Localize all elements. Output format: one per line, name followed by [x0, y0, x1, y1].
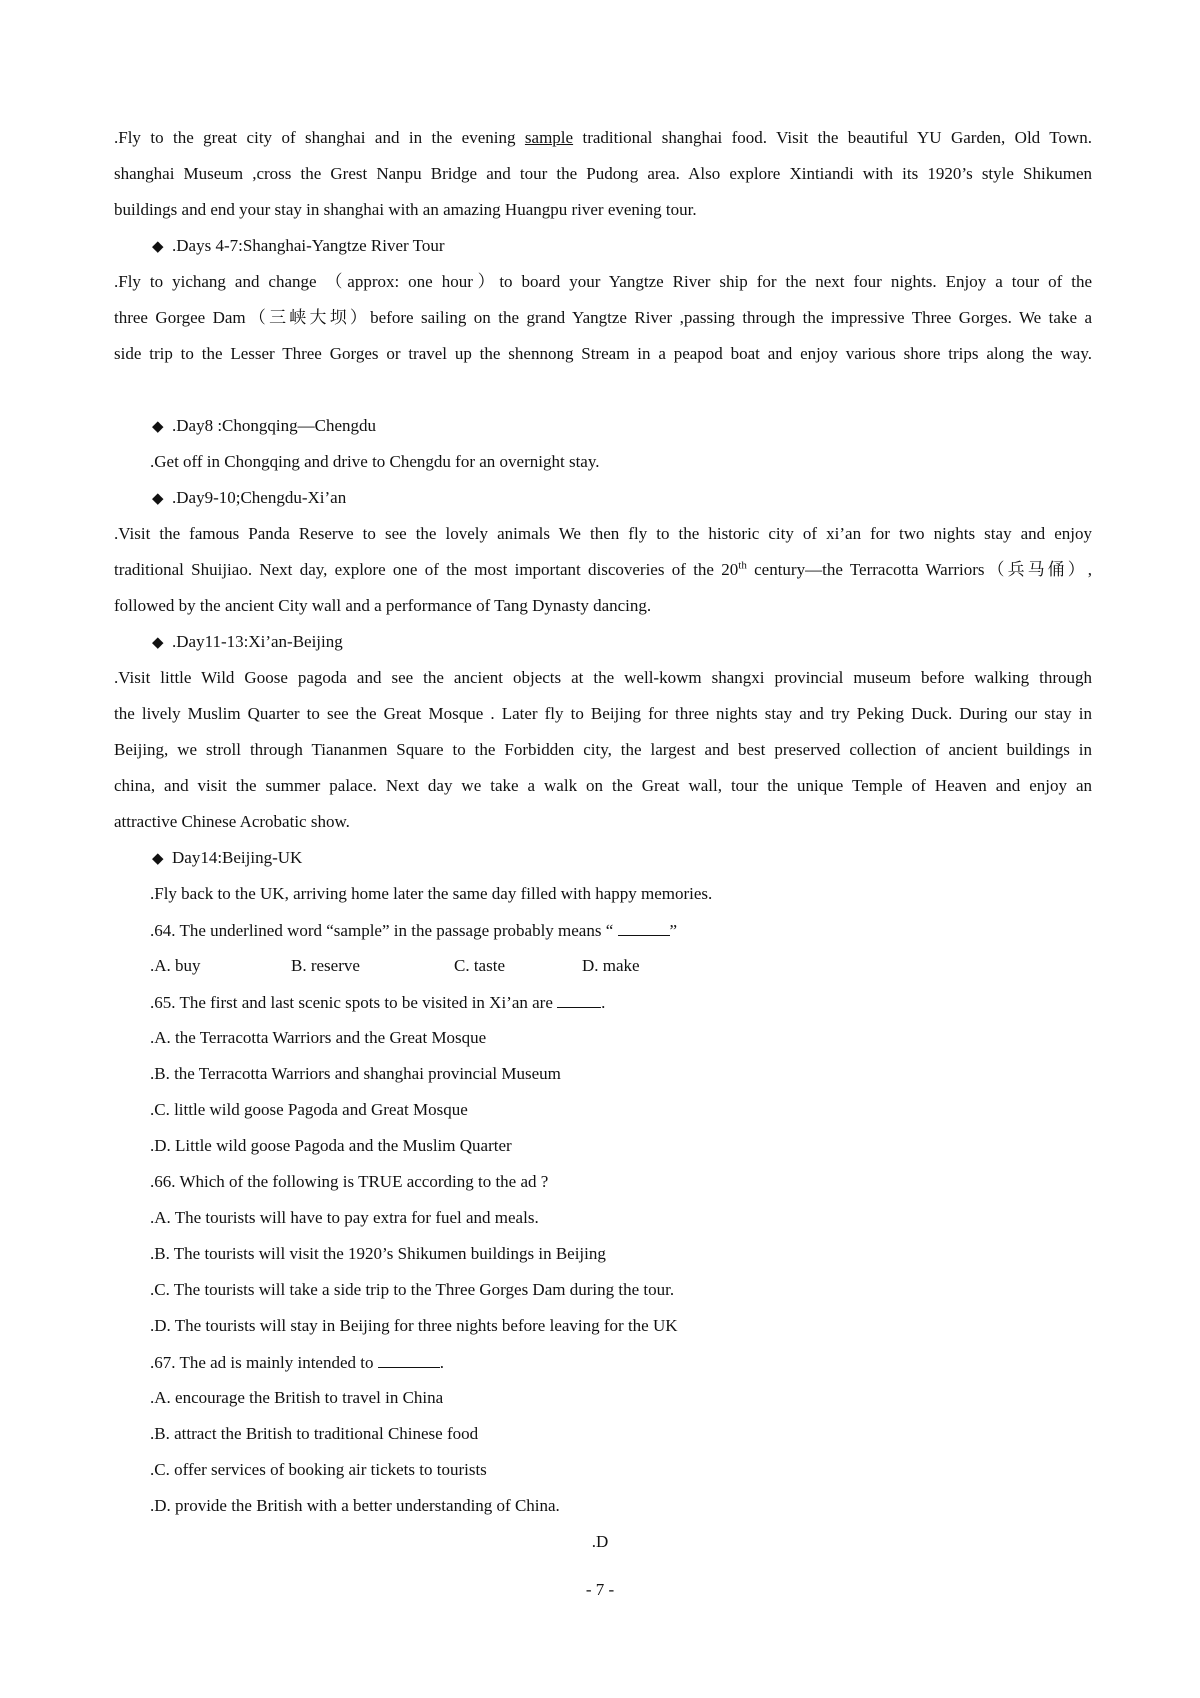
page-number: - 7 -: [585, 1580, 615, 1599]
paragraph-line: .Fly to yichang and change （approx: one hour）to board your Yangtze River ship for the next four nights. Enjoy a tour of the: [114, 272, 1092, 291]
question-67-option-b: .B. attract the British to traditional Chinese food: [150, 1424, 479, 1443]
question-64-option-a: .A. buy: [150, 956, 201, 975]
question-text: .67. The ad is mainly intended to: [150, 1353, 378, 1372]
itinerary-heading: [152, 235, 445, 257]
question-65-stem: [150, 991, 605, 1014]
text-run: century—the Terracotta Warriors（兵马俑）,: [746, 560, 1092, 579]
question-65-option-a: .A. the Terracotta Warriors and the Great Mosque: [150, 1028, 487, 1047]
question-64-option-c: C. taste: [454, 956, 505, 975]
heading-text: Day14:Beijing-UK: [172, 848, 303, 867]
section-label: .D: [591, 1532, 609, 1551]
diamond-bullet-icon: ◆: [152, 633, 164, 651]
itinerary-heading: [152, 631, 343, 653]
paragraph-line: attractive Chinese Acrobatic show.: [114, 812, 350, 831]
heading-text: .Day9-10;Chengdu-Xi’an: [172, 488, 347, 507]
heading-text: .Day11-13:Xi’an-Beijing: [172, 632, 343, 651]
paragraph-line: shanghai Museum ,cross the Grest Nanpu Bridge and tour the Pudong area. Also explore Xintiandi with its 1920’s style Shikumen: [114, 164, 1092, 183]
paragraph-line: the lively Muslim Quarter to see the Great Mosque . Later fly to Beijing for three nights stay and try Peking Duck. During our stay in: [114, 704, 1092, 723]
paragraph-line: three Gorgee Dam（三峡大坝）before sailing on the grand Yangtze River ,passing through the impressive Three Gorges. We take a: [114, 308, 1092, 327]
question-67-option-c: .C. offer services of booking air tickets to tourists: [150, 1460, 487, 1479]
question-66-option-d: .D. The tourists will stay in Beijing for three nights before leaving for the UK: [150, 1316, 678, 1335]
paragraph-line: china, and visit the summer palace. Next day we take a walk on the Great wall, tour the unique Temple of Heaven and enjoy an: [114, 776, 1092, 795]
text-run: traditional shanghai food. Visit the beautiful YU Garden, Old Town.: [573, 128, 1092, 147]
paragraph-line: .Get off in Chongqing and drive to Chengdu for an overnight stay.: [150, 452, 600, 471]
diamond-bullet-icon: ◆: [152, 237, 164, 255]
question-text: ”: [669, 921, 678, 940]
question-text: .: [439, 1353, 444, 1372]
question-text: .65. The first and last scenic spots to be visited in Xi’an are: [150, 993, 558, 1012]
itinerary-heading: [152, 847, 302, 869]
diamond-bullet-icon: ◆: [152, 849, 164, 867]
text-run: traditional Shuijiao. Next day, explore one of the most important discoveries of the 20: [114, 560, 739, 579]
question-67-option-d: .D. provide the British with a better understanding of China.: [150, 1496, 560, 1515]
question-67-stem: [150, 1351, 444, 1374]
itinerary-heading: [152, 487, 346, 509]
itinerary-heading: [152, 415, 376, 437]
question-66-option-a: .A. The tourists will have to pay extra for fuel and meals.: [150, 1208, 539, 1227]
paragraph-line: buildings and end your stay in shanghai with an amazing Huangpu river evening tour.: [114, 200, 697, 219]
superscript: th: [738, 559, 747, 572]
question-65-option-c: .C. little wild goose Pagoda and Great Mosque: [150, 1100, 468, 1119]
question-64-option-d: D. make: [582, 956, 640, 975]
paragraph-line: .Visit the famous Panda Reserve to see the lovely animals We then fly to the historic city of xi’an for two nights stay and enjoy: [114, 524, 1092, 543]
question-67-option-a: .A. encourage the British to travel in China: [150, 1388, 444, 1407]
question-64-option-b: B. reserve: [291, 956, 360, 975]
question-66-option-c: .C. The tourists will take a side trip to the Three Gorges Dam during the tour.: [150, 1280, 675, 1299]
paragraph-line: [114, 127, 1092, 149]
heading-text: .Day8 :Chongqing—Chengdu: [172, 416, 376, 435]
diamond-bullet-icon: ◆: [152, 417, 164, 435]
heading-text: .Days 4-7:Shanghai-Yangtze River Tour: [172, 236, 445, 255]
question-64-stem: [150, 919, 677, 942]
question-66-stem: .66. Which of the following is TRUE according to the ad ?: [150, 1172, 549, 1191]
question-65-option-b: .B. the Terracotta Warriors and shanghai provincial Museum: [150, 1064, 561, 1083]
underlined-word: sample: [524, 128, 574, 147]
question-text: .64. The underlined word “sample” in the passage probably means “: [150, 921, 618, 940]
paragraph-line: Beijing, we stroll through Tiananmen Square to the Forbidden city, the largest and best preserved collection of ancient buildings in: [114, 740, 1092, 759]
answer-blank: [378, 1351, 440, 1368]
paragraph-line: side trip to the Lesser Three Gorges or travel up the shennong Stream in a peapod boat and enjoy various shore trips along the way.: [114, 344, 1092, 363]
answer-blank: [557, 991, 601, 1008]
text-run: .Fly to the great city of shanghai and in the evening: [114, 128, 525, 147]
paragraph-line: .Visit little Wild Goose pagoda and see the ancient objects at the well-kowm shangxi provincial museum before walking through: [114, 668, 1092, 687]
paragraph-line: [114, 559, 1092, 581]
question-65-option-d: .D. Little wild goose Pagoda and the Muslim Quarter: [150, 1136, 512, 1155]
question-66-option-b: .B. The tourists will visit the 1920’s Shikumen buildings in Beijing: [150, 1244, 606, 1263]
paragraph-line: followed by the ancient City wall and a performance of Tang Dynasty dancing.: [114, 596, 652, 615]
question-text: .: [601, 993, 606, 1012]
answer-blank: [618, 919, 670, 936]
diamond-bullet-icon: ◆: [152, 489, 164, 507]
paragraph-line: .Fly back to the UK, arriving home later the same day filled with happy memories.: [150, 884, 713, 903]
